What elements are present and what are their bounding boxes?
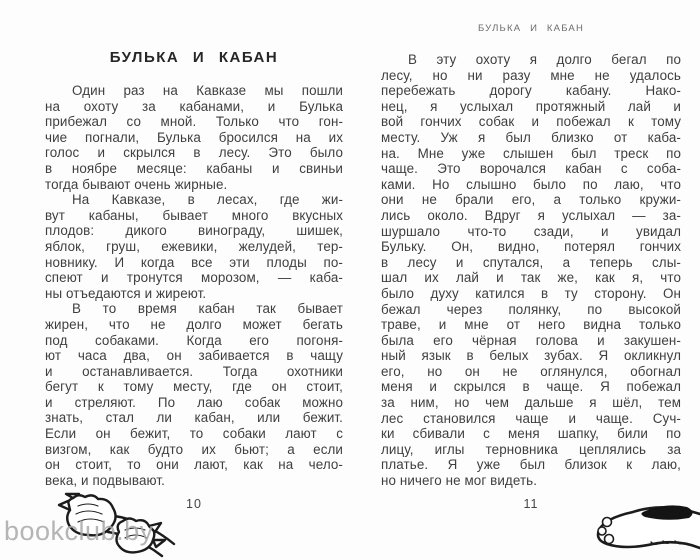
- text-line: спеют и тронутся морозом, — каба-: [45, 270, 343, 286]
- text-line: было духу катился в ту сторону. Он: [381, 285, 681, 301]
- text-line: В эту охоту я долго бегал по: [408, 52, 681, 67]
- dog-paw-illustration: [585, 492, 700, 558]
- text-line: Один раз на Кавказе мы пошли: [72, 83, 343, 98]
- text-line: на охоту за кабанами, и Булька: [45, 98, 343, 114]
- text-line: в ноябре месяце: кабаны и свиньи: [45, 160, 343, 176]
- text-line: В то время кабан так бывает: [72, 301, 343, 317]
- text-line: плодов: дикого винограду, шишек,: [45, 223, 343, 239]
- text-line: Бульку. Он, видно, потерял гончих: [381, 239, 681, 255]
- text-line: Если он бежит, то собаки лают с: [45, 426, 343, 442]
- text-line: знать, стал ли кабан, или бежит.: [45, 410, 343, 426]
- text-line: нец, я услыхал протяжный лай и: [381, 98, 681, 114]
- text-line: чие погнали, Булька бросился на их: [45, 129, 343, 145]
- text-line: шал их лай и так же, как я, что: [381, 270, 681, 286]
- text-line: он стоит, то они лают, как на чело-: [45, 457, 343, 473]
- right-page-text: [381, 52, 681, 489]
- text-line: траве, и мне от него видна только: [381, 317, 681, 333]
- text-line: жирен, что не долго может бегать: [45, 316, 343, 332]
- text-line: они не брали его, а только кружи-: [381, 192, 681, 208]
- text-line: лесу, но ни разу мне не удалось: [381, 67, 681, 83]
- right-page-number: 11: [523, 497, 539, 511]
- text-line: вой гончих собак и побежал к тому: [381, 114, 681, 130]
- text-line: На Кавказе, в лесах, где жи-: [72, 192, 343, 208]
- text-line: века, и подвывают.: [45, 472, 165, 488]
- text-line: новнику. И когда все эти плоды по-: [45, 254, 343, 270]
- text-line: шуршало что-то сзади, и увидал: [381, 223, 681, 239]
- running-header: БУЛЬКА И КАБАН: [477, 23, 585, 34]
- text-line: была его чёрная голова и закушен-: [381, 332, 681, 348]
- text-line: ками. Но слышно было по лаю, что: [381, 176, 681, 192]
- text-line: визгом, как будто их бьют; а если: [45, 441, 343, 457]
- text-line: прибежал со мной. Только что гон-: [45, 114, 343, 130]
- left-page-number: 10: [186, 497, 202, 511]
- text-line: но ничего не мог видеть.: [381, 473, 538, 489]
- text-line: чаще. Это ворочался кабан с соба-: [381, 161, 681, 177]
- text-line: бегут к тому месту, где он стоит,: [45, 379, 343, 395]
- text-line: яблок, груш, ежевики, желудей, тер-: [45, 238, 343, 254]
- text-line: лес становился чаще и чаще. Суч-: [381, 410, 681, 426]
- watermark: bookclub.by: [4, 516, 154, 546]
- text-line: под собаками. Когда его погоня-: [45, 332, 343, 348]
- text-line: и стреляют. По лаю собак можно: [45, 394, 343, 410]
- text-line: за ним, но чем дальше я шёл, тем: [381, 395, 681, 411]
- text-line: перебежать дорогу кабану. Нако-: [381, 83, 681, 99]
- text-line: ют часа два, он забивается в чащу: [45, 348, 343, 364]
- text-line: месту. Уж я был близко от каба-: [381, 129, 681, 145]
- text-line: ки сбивали с меня шапку, били по: [381, 426, 681, 442]
- left-page-text: [45, 83, 343, 488]
- text-line: платье. Я уже был близок к лаю,: [381, 457, 681, 473]
- chapter-title: БУЛЬКА И КАБАН: [109, 49, 279, 66]
- text-line: тогда бывают очень жирные.: [45, 176, 228, 192]
- text-line: его, но он не оглянулся, обогнал: [381, 363, 681, 379]
- text-line: бежал через полянку, по высокой: [381, 301, 681, 317]
- text-line: и останавливается. Тогда охотники: [45, 363, 343, 379]
- text-line: в лесу и спутался, а теперь слы-: [381, 254, 681, 270]
- text-line: лись около. Вдруг я услыхал — за-: [381, 207, 681, 223]
- text-line: меня и скрылся в чаще. Я побежал: [381, 379, 681, 395]
- text-line: ный язык в белых зубах. Я окликнул: [381, 348, 681, 364]
- text-line: ны отъедаются и жиреют.: [45, 285, 207, 301]
- text-line: голос и скрылся в лесу. Это было: [45, 145, 343, 161]
- text-line: на. Мне уже слышен был треск по: [381, 145, 681, 161]
- text-line: вут кабаны, бывает много вкусных: [45, 207, 343, 223]
- text-line: лицу, иглы терновника цеплялись за: [381, 441, 681, 457]
